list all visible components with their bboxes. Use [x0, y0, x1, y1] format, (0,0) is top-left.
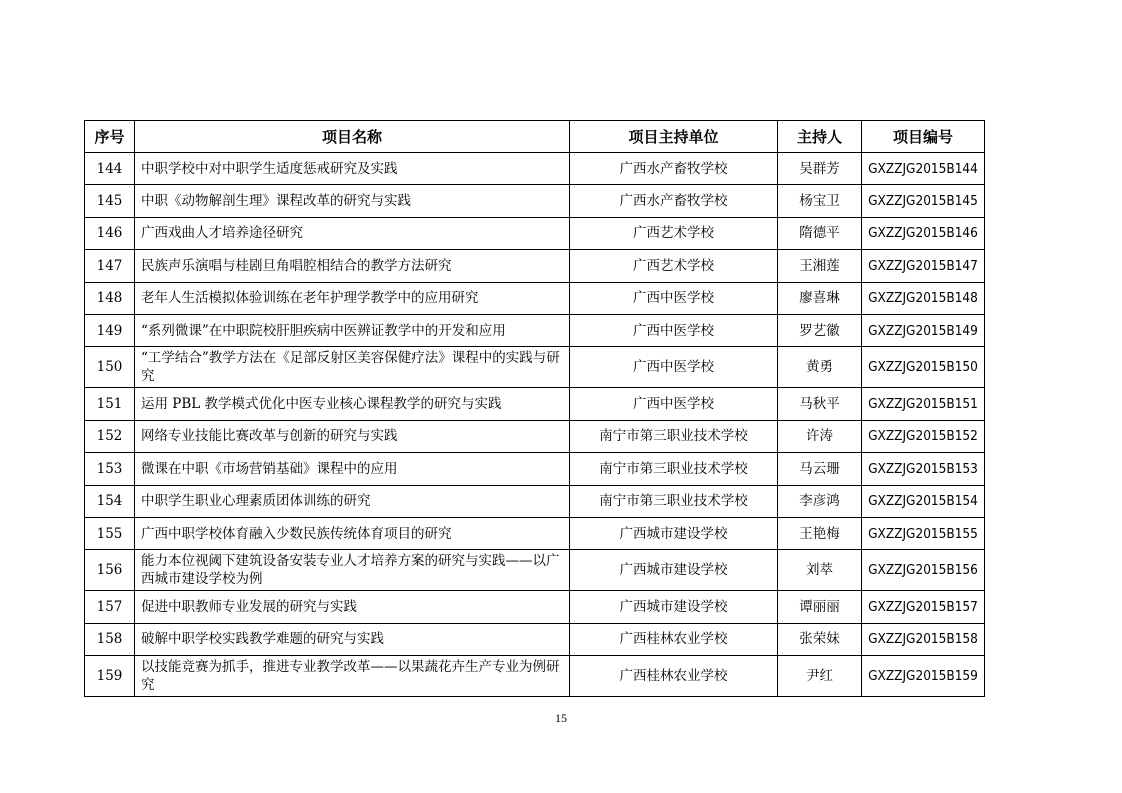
table-row [85, 153, 985, 185]
row-name: 广西戏曲人才培养途径研究 [135, 217, 570, 249]
row-name: 老年人生活模拟体验训练在老年护理学教学中的应用研究 [135, 282, 570, 314]
row-name: 运用 PBL 教学模式优化中医专业核心课程教学的研究与实践 [135, 388, 570, 420]
row-code: GXZZJG2015B147 [862, 250, 985, 282]
table-row [85, 282, 985, 314]
row-unit: 广西中医学校 [570, 314, 778, 346]
row-unit: 广西城市建设学校 [570, 517, 778, 549]
row-host: 隋德平 [778, 217, 862, 249]
row-unit: 广西中医学校 [570, 282, 778, 314]
row-host: 杨宝卫 [778, 185, 862, 217]
row-unit: 南宁市第三职业技术学校 [570, 485, 778, 517]
table-row [85, 591, 985, 623]
table-row [85, 314, 985, 346]
row-name: “系列微课”在中职院校肝胆疾病中医辨证教学中的开发和应用 [135, 314, 570, 346]
row-host: 吴群芳 [778, 153, 862, 185]
row-code: GXZZJG2015B152 [862, 420, 985, 452]
row-host: 黄勇 [778, 347, 862, 388]
row-no: 159 [85, 656, 135, 697]
row-code: GXZZJG2015B159 [862, 656, 985, 697]
row-name: 能力本位视阈下建筑设备安装专业人才培养方案的研究与实践——以广西城市建设学校为例 [135, 550, 570, 591]
project-table [84, 120, 985, 697]
row-host: 谭丽丽 [778, 591, 862, 623]
header-unit: 项目主持单位 [570, 121, 778, 153]
table-header-row [85, 121, 985, 153]
row-code: GXZZJG2015B156 [862, 550, 985, 591]
row-no: 145 [85, 185, 135, 217]
row-no: 152 [85, 420, 135, 452]
row-no: 157 [85, 591, 135, 623]
row-unit: 南宁市第三职业技术学校 [570, 453, 778, 485]
table-row [85, 388, 985, 420]
row-name: 网络专业技能比赛改革与创新的研究与实践 [135, 420, 570, 452]
row-no: 156 [85, 550, 135, 591]
row-name: 广西中职学校体育融入少数民族传统体育项目的研究 [135, 517, 570, 549]
row-code: GXZZJG2015B148 [862, 282, 985, 314]
row-host: 李彦鸿 [778, 485, 862, 517]
row-no: 158 [85, 623, 135, 655]
table-row [85, 656, 985, 697]
row-no: 150 [85, 347, 135, 388]
row-no: 154 [85, 485, 135, 517]
table-row [85, 550, 985, 591]
table-row [85, 517, 985, 549]
row-host: 张荣妹 [778, 623, 862, 655]
row-code: GXZZJG2015B155 [862, 517, 985, 549]
row-unit: 广西水产畜牧学校 [570, 185, 778, 217]
row-name: 中职《动物解剖生理》课程改革的研究与实践 [135, 185, 570, 217]
row-code: GXZZJG2015B153 [862, 453, 985, 485]
row-host: 廖喜琳 [778, 282, 862, 314]
table-row [85, 453, 985, 485]
row-name: 以技能竞赛为抓手，推进专业教学改革——以果蔬花卉生产专业为例研究 [135, 656, 570, 697]
row-unit: 广西中医学校 [570, 347, 778, 388]
table-row [85, 250, 985, 282]
row-name: 民族声乐演唱与桂剧旦角唱腔相结合的教学方法研究 [135, 250, 570, 282]
table-row [85, 623, 985, 655]
table-row [85, 485, 985, 517]
row-host: 尹红 [778, 656, 862, 697]
row-name: 促进中职教师专业发展的研究与实践 [135, 591, 570, 623]
row-name: 中职学校中对中职学生适度惩戒研究及实践 [135, 153, 570, 185]
row-host: 王艳梅 [778, 517, 862, 549]
row-no: 148 [85, 282, 135, 314]
header-code: 项目编号 [862, 121, 985, 153]
row-code: GXZZJG2015B157 [862, 591, 985, 623]
row-host: 许涛 [778, 420, 862, 452]
row-no: 147 [85, 250, 135, 282]
page-number: 15 [555, 711, 567, 725]
table-row [85, 420, 985, 452]
row-no: 144 [85, 153, 135, 185]
row-unit: 广西艺术学校 [570, 217, 778, 249]
row-unit: 南宁市第三职业技术学校 [570, 420, 778, 452]
row-name: “工学结合”教学方法在《足部反射区美容保健疗法》课程中的实践与研究 [135, 347, 570, 388]
header-no: 序号 [85, 121, 135, 153]
row-host: 马云珊 [778, 453, 862, 485]
row-name: 微课在中职《市场营销基础》课程中的应用 [135, 453, 570, 485]
row-host: 马秋平 [778, 388, 862, 420]
row-code: GXZZJG2015B149 [862, 314, 985, 346]
row-no: 155 [85, 517, 135, 549]
row-code: GXZZJG2015B154 [862, 485, 985, 517]
row-code: GXZZJG2015B145 [862, 185, 985, 217]
row-code: GXZZJG2015B146 [862, 217, 985, 249]
row-unit: 广西桂林农业学校 [570, 623, 778, 655]
row-name: 中职学生职业心理素质团体训练的研究 [135, 485, 570, 517]
row-no: 146 [85, 217, 135, 249]
row-host: 王湘莲 [778, 250, 862, 282]
row-no: 151 [85, 388, 135, 420]
row-code: GXZZJG2015B144 [862, 153, 985, 185]
header-host: 主持人 [778, 121, 862, 153]
row-unit: 广西艺术学校 [570, 250, 778, 282]
row-code: GXZZJG2015B158 [862, 623, 985, 655]
table-row [85, 185, 985, 217]
row-unit: 广西水产畜牧学校 [570, 153, 778, 185]
row-host: 刘萃 [778, 550, 862, 591]
row-no: 153 [85, 453, 135, 485]
row-code: GXZZJG2015B150 [862, 347, 985, 388]
row-host: 罗艺徽 [778, 314, 862, 346]
table-row [85, 347, 985, 388]
header-name: 项目名称 [135, 121, 570, 153]
row-unit: 广西桂林农业学校 [570, 656, 778, 697]
row-unit: 广西城市建设学校 [570, 591, 778, 623]
row-unit: 广西城市建设学校 [570, 550, 778, 591]
table-row [85, 217, 985, 249]
row-no: 149 [85, 314, 135, 346]
row-unit: 广西中医学校 [570, 388, 778, 420]
row-code: GXZZJG2015B151 [862, 388, 985, 420]
row-name: 破解中职学校实践教学难题的研究与实践 [135, 623, 570, 655]
